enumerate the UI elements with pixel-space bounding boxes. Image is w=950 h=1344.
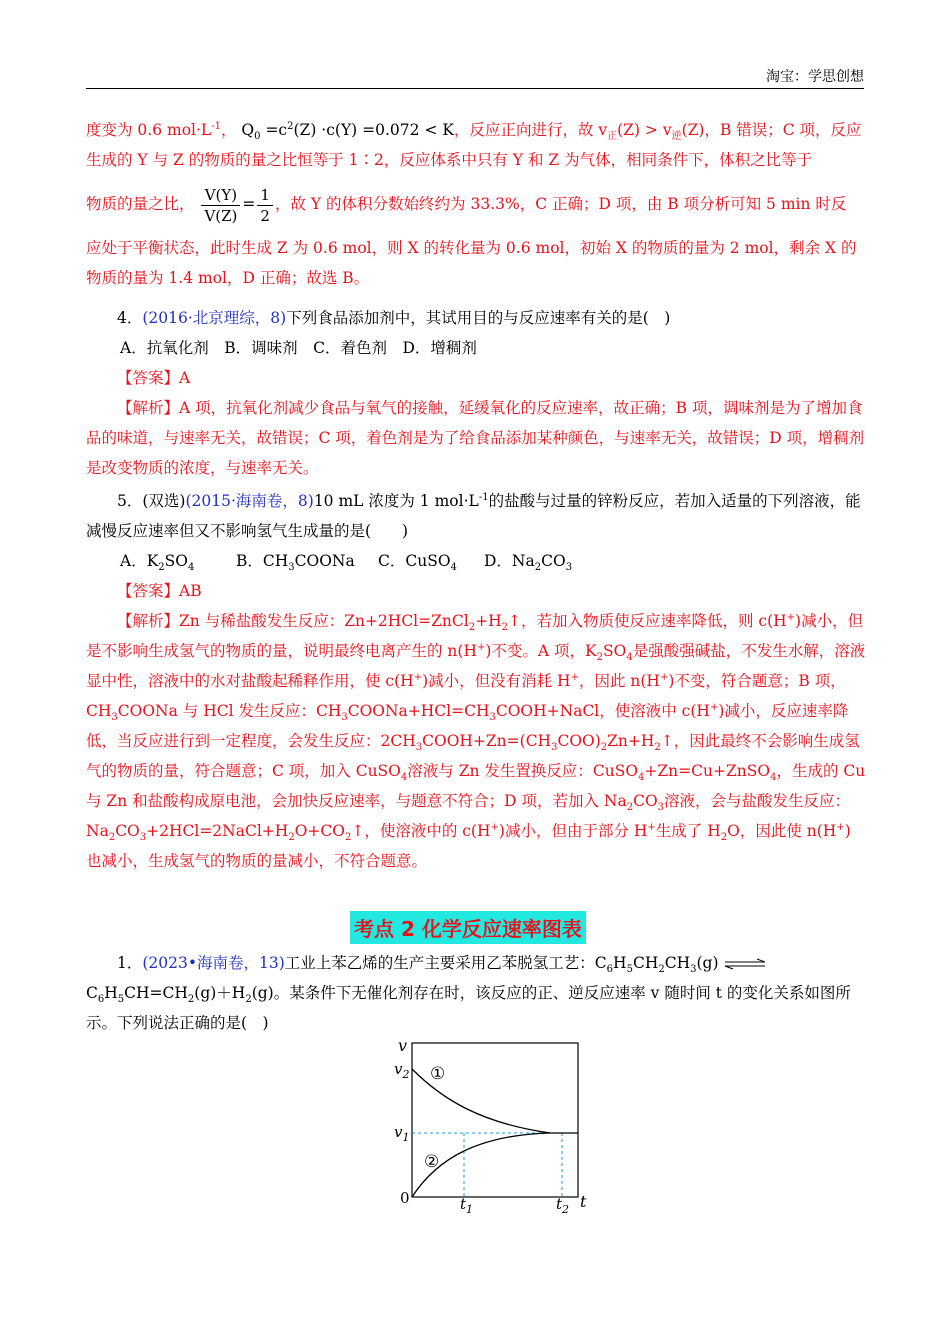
question-5 (86, 486, 866, 876)
answer: 【答案】A (117, 369, 191, 387)
origin-label: 0 (400, 1189, 410, 1207)
question-options (86, 546, 866, 576)
text-line: 度变为 0.6 $mol\cdot L^{-1}$， $Q_0 =c^2(Z) \cdot c(Y) =0.072 < K$，反应正向进行，故 $v_正(Z) > v_逆(Z)$，B 错误；C 项，反应 (86, 120, 862, 143)
question-options: A．抗氧化剂 B．调味剂 C．着色剂 D．增稠剂 (120, 339, 477, 357)
curve-2-label: ② (424, 1152, 440, 1172)
text-line: 物质的量为 1.4 mol，D 正确；故选 B。 (86, 269, 370, 287)
answer: 【答案】AB (117, 582, 202, 600)
text-line: 物质的量之比， $\frac{V(Y)}{V(Z)}$ = $\frac{1}{2}$ ，故 Y 的体积分数始终约为 33.3%，C 正确；D 项，由 B 项分析可知 5 min 时反 (86, 185, 847, 225)
equilibrium-arrow-icon (723, 958, 767, 970)
curve-1-label: ① (430, 1064, 446, 1084)
question-stem: 4．(2016·北京理综，8)下列食品添加剂中，其试用目的与反应速率有关的是( ) (117, 309, 671, 327)
t2-label: $t_2$ (556, 1195, 570, 1216)
x-axis-label: t (580, 1192, 587, 1211)
option-a: A．$K_2SO_4$ (120, 552, 195, 574)
option-d: D．$Na_2CO_3$ (484, 552, 573, 574)
text-line: 应处于平衡状态，此时生成 Z 为 0.6 mol，则 X 的转化量为 0.6 mol，初始 X 的物质的量为 2 mol，剩余 X 的 (86, 239, 857, 257)
t1-label: $t_1$ (460, 1195, 474, 1216)
option-c: C．CuSO$_4$ (378, 552, 457, 574)
page-header: 淘宝：学思创想 (766, 69, 864, 85)
v1-label: $v_1$ (394, 1123, 410, 1144)
rate-time-graph (380, 1033, 600, 1218)
explanation: 【解析】Zn 与稀盐酸发生反应：$Zn+2HCl=ZnCl_2+H_2↑$，若加入物质使反应速率降低，则 c(H+)减小，但是不影响生成氢气的物质的量，说明最终电离产生的 n(H+)不变。A 项，$K_2SO_4$是强酸强碱盐，不发生水解，溶液显中性，溶液中的水对盐酸起稀释作用，使 c(H+)减小，但没有消耗 H+，因此 n(H+)不变，符合题意；B 项，$CH_3COONa$ 与 HCl 发生反应：$CH_3COONa+HCl=CH_3COOH+NaCl$，使溶液中 c(H+)减小，反应速率降低，当反应进行到一定程度，会发生反应：$2CH_3COOH+Zn=(CH_3COO)_2Zn+H_2↑$，因此最终不会影响生成氢气的物质的量，符合题意；C 项，加入 CuSO$_4$溶液与 Zn 发生置换反应：CuSO$_4$+Zn=Cu+ZnSO$_4$，生成的 Cu 与 Zn 和盐酸构成原电池，会加快反应速率，与题意不符合；D 项，若加入 $Na_2CO_3$溶液，会与盐酸发生反应：$Na_2CO_3+2HCl=2NaCl+H_2O+CO_2↑$，使溶液中的 c(H+)减小，但由于部分 H+生成了 $H_2O$，因此使 n(H+)也减小，生成氢气的物质的量减小，不符合题意。 (86, 611, 866, 870)
explanation: 【解析】A 项，抗氧化剂减少食品与氧气的接触，延缓氧化的反应速率，故正确；B 项，调味剂是为了增加食品的味道，与速率无关，故错误；C 项，着色剂是为了给食品添加某种颜色，与速率无关，故错误；D 项，增稠剂是改变物质的浓度，与速率无关。 (86, 399, 865, 477)
text-line: 生成的 Y 与 Z 的物质的量之比恒等于 1∶2，反应体系中只有 Y 和 Z 为气体，相同条件下，体积之比等于 (86, 151, 813, 169)
fraction-vy-vz: $\frac{V(Y)}{V(Z)}$ (201, 185, 240, 226)
question-stem: 1．(2023•海南卷，13)工业上苯乙烯的生产主要采用乙苯脱氢工艺：$C_6H_5CH_2CH_3(g)$ $C_6H_5CH=CH_2(g)+H_2(g)$。某条件下无催化剂存在时，该反应的正、逆反应速率 v 随时间 t 的变化关系如图所示。下列说法正确的是( ) (86, 954, 851, 1032)
option-b: B．$CH_3COONa$ (236, 552, 355, 574)
question-4 (86, 303, 866, 483)
y-axis-label: v (398, 1036, 408, 1055)
v2-label: $v_2$ (394, 1060, 410, 1081)
section2-question-1 (86, 948, 866, 1038)
section-heading: 考点 2 化学反应速率图表 (350, 911, 586, 944)
prev-explanation (86, 115, 866, 293)
header-rule (86, 88, 864, 89)
fraction-one-half: $\frac{1}{2}$ (257, 185, 273, 226)
question-stem: 5．(双选)(2015·海南卷，8)10 mL 浓度为 1 $mol\cdot L^{-1}$的盐酸与过量的锌粉反应，若加入适量的下列溶液，能减慢反应速率但又不影响氢气生成量的是( ) (86, 491, 861, 540)
